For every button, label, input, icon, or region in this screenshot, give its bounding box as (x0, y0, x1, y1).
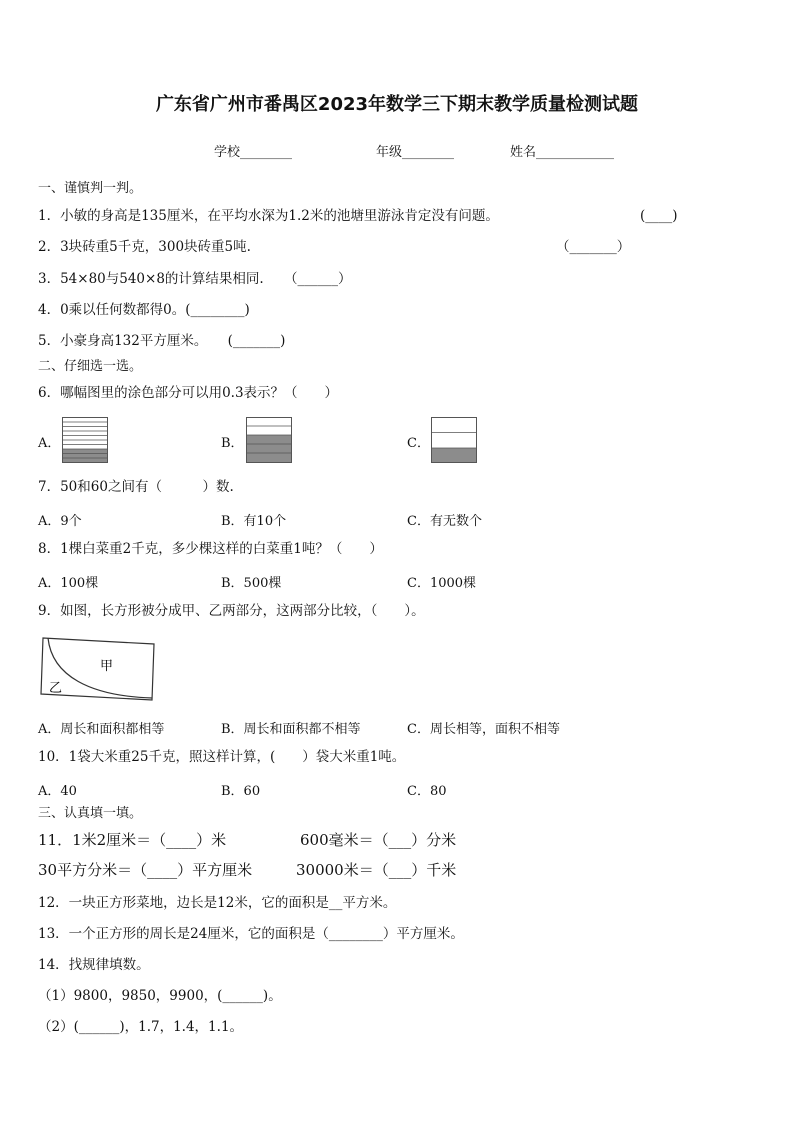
q9-option-b: B．周长和面积都不相等 (221, 722, 361, 737)
question-14-part-2: （2）(______)，1.7，1.4，1.1。 (38, 1019, 244, 1035)
question-13: 13．一个正方形的周长是24厘米，它的面积是（________）平方厘米。 (38, 926, 464, 942)
q6-figure-a (62, 417, 108, 463)
question-14-part-1: （1）9800，9850，9900，(______)。 (38, 988, 282, 1004)
question-5: 5．小豪身高132平方厘米。 (_______) (38, 333, 286, 349)
q10-option-c: C．80 (407, 784, 447, 799)
question-1: 1．小敏的身高是135厘米，在平均水深为1.2米的池塘里游泳肯定没有问题。 (38, 208, 499, 224)
question-2: 2．3块砖重5千克，300块砖重5吨. (38, 239, 251, 255)
q10-option-a: A．40 (38, 784, 77, 799)
q6-option-b-label: B． (221, 436, 244, 451)
q6-option-a-label: A． (38, 436, 61, 451)
question-11-part-b: 600毫米＝（___）分米 (300, 831, 457, 849)
question-2-blank: （_______） (556, 239, 631, 255)
question-12: 12．一块正方形菜地，边长是12米，它的面积是__平方米。 (38, 895, 397, 911)
q9-option-c: C．周长相等，面积不相等 (407, 722, 560, 737)
q7-option-b: B．有10个 (221, 514, 287, 529)
q9-rectangle-figure (38, 632, 158, 704)
question-1-blank: (____) (640, 208, 678, 224)
q6-figure-b (246, 417, 292, 463)
name-field: 姓名____________ (510, 145, 615, 160)
q6-option-c-label: C． (407, 436, 430, 451)
question-3: 3．54×80与540×8的计算结果相同. （______） (38, 271, 352, 287)
question-9: 9．如图，长方形被分成甲、乙两部分，这两部分比较，（ ）。 (38, 603, 425, 619)
q10-option-b: B．60 (221, 784, 261, 799)
question-7: 7．50和60之间有（ ）数. (38, 479, 234, 495)
q9-label-jia: 甲 (100, 659, 114, 674)
question-8: 8．1棵白菜重2千克，多少棵这样的白菜重1吨？（ ） (38, 541, 383, 557)
question-4: 4．0乘以任何数都得0。(________) (38, 302, 250, 318)
section-heading-fill: 三、认真填一填。 (38, 806, 143, 821)
q8-option-b: B．500棵 (221, 576, 282, 591)
q8-option-c: C．1000棵 (407, 576, 477, 591)
q7-option-c: C．有无数个 (407, 514, 482, 529)
q9-option-a: A．周长和面积都相等 (38, 722, 165, 737)
q6-figure-c (431, 417, 477, 463)
section-heading-choice: 二、仔细选一选。 (38, 359, 143, 374)
q7-option-a: A．9个 (38, 514, 82, 529)
question-10: 10．1袋大米重25千克，照这样计算，( ）袋大米重1吨。 (38, 749, 406, 765)
question-14: 14．找规律填数。 (38, 957, 150, 973)
school-field: 学校________ (214, 145, 293, 160)
grade-field: 年级________ (376, 145, 455, 160)
question-11-part-a: 11．1米2厘米＝（____）米 (38, 831, 227, 849)
question-11-part-d: 30000米＝（___）千米 (296, 861, 457, 879)
q8-option-a: A．100棵 (38, 576, 99, 591)
q9-label-yi: 乙 (49, 681, 63, 696)
section-heading-judge: 一、谨慎判一判。 (38, 181, 143, 196)
question-6: 6．哪幅图里的涂色部分可以用0.3表示？（ ） (38, 385, 339, 401)
question-11-part-c: 30平方分米＝（____）平方厘米 (38, 861, 253, 879)
page-title: 广东省广州市番禺区2023年数学三下期末教学质量检测试题 (155, 94, 639, 115)
